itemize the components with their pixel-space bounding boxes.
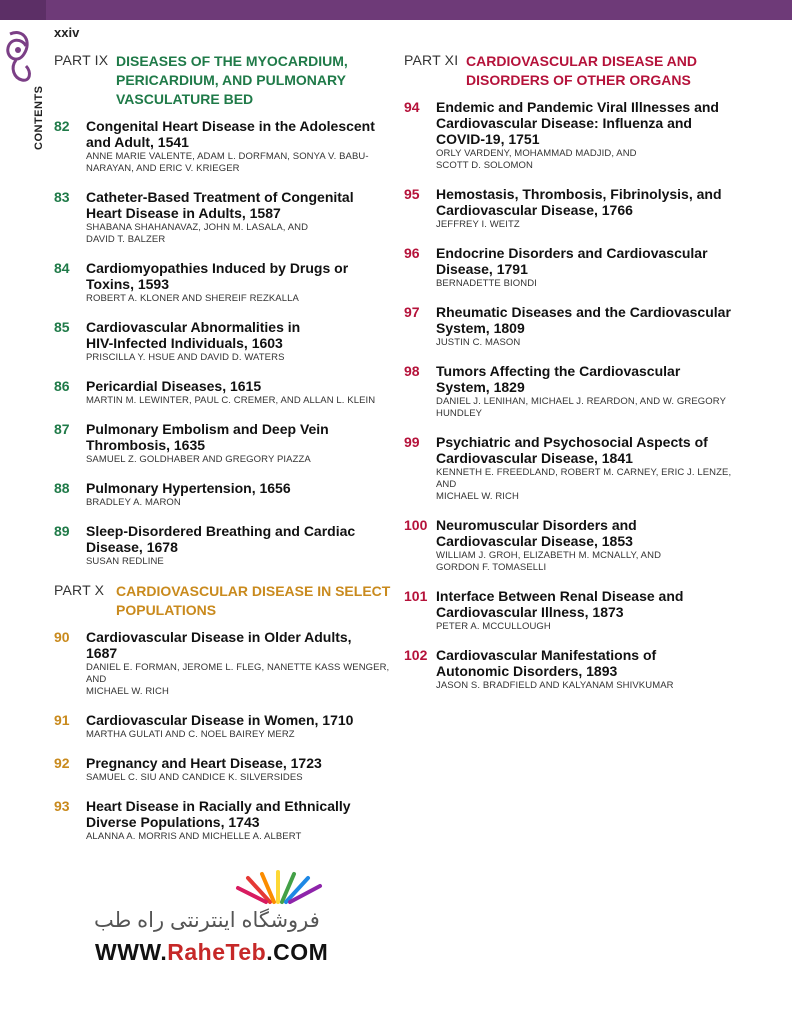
part-xi-chapters <box>404 99 749 692</box>
top-bar-corner <box>0 0 46 20</box>
chapter-author-line: PRISCILLA Y. HSUE AND DAVID D. WATERS <box>86 352 285 363</box>
chapter-title-line: Cardiovascular Disease, 1766 <box>436 202 633 218</box>
chapter-title-line: Toxins, 1593 <box>86 276 170 292</box>
chapter-title <box>86 523 394 555</box>
chapter-entry[interactable] <box>54 189 394 246</box>
chapter-number: 98 <box>404 363 420 379</box>
chapter-title-line: System, 1809 <box>436 320 525 336</box>
chapter-authors <box>436 621 749 633</box>
part-label: PART X <box>54 582 105 598</box>
chapter-title-line: Disease, 1678 <box>86 539 178 555</box>
chapter-number: 96 <box>404 245 420 261</box>
chapter-author-line: ORLY VARDENY, MOHAMMAD MADJID, AND <box>436 148 637 159</box>
chapter-title-line: HIV-Infected Individuals, 1603 <box>86 335 283 351</box>
chapter-title <box>436 99 749 147</box>
chapter-title-line: Pulmonary Embolism and Deep Vein <box>86 421 329 437</box>
chapter-author-line: ROBERT A. KLONER AND SHEREIF REZKALLA <box>86 293 299 304</box>
chapter-entry[interactable] <box>54 798 394 843</box>
chapter-title <box>86 319 394 351</box>
chapter-number: 99 <box>404 434 420 450</box>
chapter-authors <box>86 395 394 407</box>
chapter-authors <box>86 497 394 509</box>
part-title-line: CARDIOVASCULAR DISEASE IN SELECT <box>116 583 391 599</box>
chapter-author-line: ANNE MARIE VALENTE, ADAM L. DORFMAN, SONYA V. BABU- <box>86 151 369 162</box>
chapter-title <box>436 304 749 336</box>
chapter-title-line: Cardiovascular Disease in Women, 1710 <box>86 712 354 728</box>
part-title-line: POPULATIONS <box>116 602 217 618</box>
chapter-title-line: Autonomic Disorders, 1893 <box>436 663 618 679</box>
part-title <box>466 52 749 90</box>
chapter-entry[interactable] <box>54 319 394 364</box>
chapter-entry[interactable] <box>404 517 749 574</box>
chapter-title-line: Cardiovascular Illness, 1873 <box>436 604 624 620</box>
part-title <box>116 52 394 109</box>
top-color-bar <box>0 0 792 20</box>
chapter-authors <box>86 352 394 364</box>
part-title-line: CARDIOVASCULAR DISEASE AND <box>466 53 698 69</box>
page-number: xxiv <box>54 25 80 40</box>
chapter-title <box>436 647 749 679</box>
chapter-title-line: COVID-19, 1751 <box>436 131 540 147</box>
chapter-authors <box>436 550 749 574</box>
chapter-number: 101 <box>404 588 428 604</box>
part-title <box>116 582 394 620</box>
chapter-author-line: DAVID T. BALZER <box>86 234 166 245</box>
chapter-title-line: Thrombosis, 1635 <box>86 437 206 453</box>
chapter-authors <box>436 467 749 503</box>
chapter-title-line: Endemic and Pandemic Viral Illnesses and <box>436 99 719 115</box>
url-brand: RaheTeb <box>167 939 267 965</box>
left-column <box>54 52 394 857</box>
chapter-entry[interactable] <box>54 523 394 568</box>
chapter-title-line: Cardiovascular Manifestations of <box>436 647 657 663</box>
url-prefix: WWW. <box>95 939 168 965</box>
chapter-title <box>86 189 394 221</box>
chapter-title <box>86 798 394 830</box>
chapter-title <box>86 421 394 453</box>
chapter-number: 92 <box>54 755 70 771</box>
chapter-title-line: Hemostasis, Thrombosis, Fibrinolysis, and <box>436 186 722 202</box>
chapter-number: 86 <box>54 378 70 394</box>
chapter-authors <box>86 293 394 305</box>
chapter-title <box>86 629 394 661</box>
chapter-title-line: Disease, 1791 <box>436 261 528 277</box>
chapter-author-line: DANIEL J. LENIHAN, MICHAEL J. REARDON, AND W. GREGORY <box>436 396 727 407</box>
chapter-title-line: Diverse Populations, 1743 <box>86 814 260 830</box>
chapter-authors <box>86 151 394 175</box>
chapter-number: 93 <box>54 798 70 814</box>
chapter-title-line: Cardiovascular Disease, 1853 <box>436 533 633 549</box>
chapter-author-line: ALANNA A. MORRIS AND MICHELLE A. ALBERT <box>86 831 302 842</box>
chapter-number: 84 <box>54 260 70 276</box>
chapter-title-line: Sleep-Disordered Breathing and Cardiac <box>86 523 356 539</box>
chapter-entry[interactable] <box>54 260 394 305</box>
chapter-author-line: PETER A. MCCULLOUGH <box>436 621 551 632</box>
chapter-author-line: MICHAEL W. RICH <box>436 491 519 502</box>
chapter-entry[interactable] <box>404 245 749 290</box>
chapter-number: 90 <box>54 629 70 645</box>
chapter-author-line: MARTHA GULATI AND C. NOEL BAIREY MERZ <box>86 729 295 740</box>
chapter-author-line: SCOTT D. SOLOMON <box>436 160 533 171</box>
chapter-title <box>436 245 749 277</box>
chapter-title-line: 1687 <box>86 645 118 661</box>
chapter-title-line: Cardiovascular Disease: Influenza and <box>436 115 692 131</box>
chapter-title-line: Neuromuscular Disorders and <box>436 517 637 533</box>
book-logo-icon <box>2 24 36 84</box>
chapter-authors <box>86 454 394 466</box>
url-suffix: .COM <box>266 939 329 965</box>
chapter-title <box>436 517 749 549</box>
chapter-author-line: BRADLEY A. MARON <box>86 497 181 508</box>
chapter-entry[interactable] <box>404 363 749 420</box>
chapter-authors <box>86 831 394 843</box>
chapter-number: 87 <box>54 421 70 437</box>
part-title-line: PERICARDIUM, AND PULMONARY <box>116 72 346 88</box>
chapter-title-line: Pregnancy and Heart Disease, 1723 <box>86 755 322 771</box>
chapter-title-line: Tumors Affecting the Cardiovascular <box>436 363 681 379</box>
chapter-authors <box>436 337 749 349</box>
chapter-author-line: GORDON F. TOMASELLI <box>436 562 547 573</box>
chapter-entry[interactable] <box>54 629 394 698</box>
chapter-title <box>436 588 749 620</box>
part-title-line: DISORDERS OF OTHER ORGANS <box>466 72 691 88</box>
chapter-entry[interactable] <box>54 480 394 509</box>
part-x-chapters <box>54 629 394 843</box>
chapter-entry[interactable] <box>54 118 394 175</box>
chapter-author-line: BERNADETTE BIONDI <box>436 278 537 289</box>
chapter-title-line: Cardiovascular Disease in Older Adults, <box>86 629 352 645</box>
chapter-title-line: Pericardial Diseases, 1615 <box>86 378 262 394</box>
chapter-authors <box>436 148 749 172</box>
chapter-number: 102 <box>404 647 428 663</box>
chapter-author-line: MARTIN M. LEWINTER, PAUL C. CREMER, AND ALLAN L. KLEIN <box>86 395 376 406</box>
chapter-number: 94 <box>404 99 420 115</box>
chapter-title-line: Rheumatic Diseases and the Cardiovascular <box>436 304 731 320</box>
chapter-author-line: SAMUEL Z. GOLDHABER AND GREGORY PIAZZA <box>86 454 311 465</box>
chapter-author-line: NARAYAN, AND ERIC V. KRIEGER <box>86 163 240 174</box>
side-label-text: CONTENTS <box>33 85 45 150</box>
chapter-author-line: SUSAN REDLINE <box>86 556 164 567</box>
part-label: PART IX <box>54 52 109 68</box>
chapter-title <box>86 712 394 728</box>
chapter-number: 89 <box>54 523 70 539</box>
chapter-authors <box>436 278 749 290</box>
chapter-title <box>436 363 749 395</box>
chapter-author-line: HUNDLEY <box>436 408 483 419</box>
chapter-number: 100 <box>404 517 428 533</box>
chapter-author-line: JUSTIN C. MASON <box>436 337 521 348</box>
watermark-persian-text: فروشگاه اینترنتی راه طب <box>94 909 320 932</box>
right-column <box>404 52 749 706</box>
chapter-number: 97 <box>404 304 420 320</box>
part-ix-chapters <box>54 118 394 568</box>
chapter-title-line: Congenital Heart Disease in the Adolescent <box>86 118 375 134</box>
part-xi-header <box>404 52 749 90</box>
chapter-number: 85 <box>54 319 70 335</box>
chapter-author-line: SAMUEL C. SIU AND CANDICE K. SILVERSIDES <box>86 772 303 783</box>
chapter-entry[interactable] <box>404 647 749 692</box>
chapter-author-line: WILLIAM J. GROH, ELIZABETH M. MCNALLY, AND <box>436 550 662 561</box>
chapter-title-line: and Adult, 1541 <box>86 134 189 150</box>
watermark-url[interactable] <box>95 939 328 966</box>
side-section-label <box>27 85 47 158</box>
part-title-line: DISEASES OF THE MYOCARDIUM, <box>116 53 348 69</box>
part-title-line: VASCULATURE BED <box>116 91 254 107</box>
chapter-entry[interactable] <box>54 378 394 407</box>
chapter-author-line: JEFFREY I. WEITZ <box>436 219 520 230</box>
chapter-authors <box>436 396 749 420</box>
chapter-number: 88 <box>54 480 70 496</box>
chapter-entry[interactable] <box>404 186 749 231</box>
chapter-entry[interactable] <box>54 421 394 466</box>
chapter-author-line: KENNETH E. FREEDLAND, ROBERT M. CARNEY, ERIC J. LENZE, AND <box>436 467 732 490</box>
part-x-header <box>54 582 394 620</box>
chapter-title-line: Catheter-Based Treatment of Congenital <box>86 189 354 205</box>
part-label: PART XI <box>404 52 459 68</box>
chapter-title-line: Heart Disease in Racially and Ethnically <box>86 798 351 814</box>
chapter-authors <box>86 222 394 246</box>
chapter-entry[interactable] <box>404 588 749 633</box>
chapter-authors <box>86 662 394 698</box>
chapter-authors <box>86 556 394 568</box>
part-ix-header <box>54 52 394 109</box>
chapter-authors <box>436 680 749 692</box>
chapter-title-line: Interface Between Renal Disease and <box>436 588 684 604</box>
chapter-number: 83 <box>54 189 70 205</box>
chapter-entry[interactable] <box>54 712 394 741</box>
chapter-entry[interactable] <box>404 434 749 503</box>
chapter-authors <box>86 772 394 784</box>
chapter-title <box>86 378 394 394</box>
chapter-title-line: System, 1829 <box>436 379 525 395</box>
chapter-author-line: MICHAEL W. RICH <box>86 686 169 697</box>
chapter-title-line: Cardiomyopathies Induced by Drugs or <box>86 260 349 276</box>
chapter-authors <box>86 729 394 741</box>
chapter-title <box>86 118 394 150</box>
chapter-title <box>436 434 749 466</box>
chapter-title <box>86 755 394 771</box>
chapter-author-line: DANIEL E. FORMAN, JEROME L. FLEG, NANETTE KASS WENGER, AND <box>86 662 390 685</box>
chapter-entry[interactable] <box>404 304 749 349</box>
chapter-title-line: Endocrine Disorders and Cardiovascular <box>436 245 708 261</box>
chapter-author-line: SHABANA SHAHANAVAZ, JOHN M. LASALA, AND <box>86 222 309 233</box>
chapter-authors <box>436 219 749 231</box>
chapter-title-line: Pulmonary Hypertension, 1656 <box>86 480 291 496</box>
chapter-title-line: Cardiovascular Abnormalities in <box>86 319 301 335</box>
chapter-number: 91 <box>54 712 70 728</box>
chapter-title-line: Cardiovascular Disease, 1841 <box>436 450 633 466</box>
chapter-author-line: JASON S. BRADFIELD AND KALYANAM SHIVKUMAR <box>436 680 674 691</box>
chapter-title <box>436 186 749 218</box>
chapter-number: 82 <box>54 118 70 134</box>
chapter-entry[interactable] <box>54 755 394 784</box>
chapter-title <box>86 480 394 496</box>
chapter-number: 95 <box>404 186 420 202</box>
chapter-entry[interactable] <box>404 99 749 172</box>
chapter-title <box>86 260 394 292</box>
chapter-title-line: Psychiatric and Psychosocial Aspects of <box>436 434 708 450</box>
chapter-title-line: Heart Disease in Adults, 1587 <box>86 205 281 221</box>
